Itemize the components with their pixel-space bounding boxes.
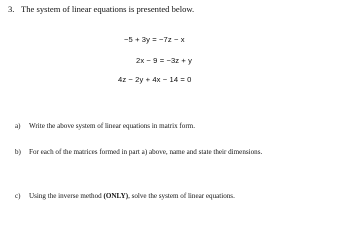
question-intro: The system of linear equations is presented below. — [21, 4, 195, 14]
part-a — [15, 122, 195, 130]
part-b — [15, 148, 262, 156]
part-c-text-bold: (ONLY) — [103, 192, 129, 200]
equation-2: 2x − 9 = −3z + y — [136, 56, 193, 65]
equation-3: 4z − 2y + 4x − 14 = 0 — [118, 75, 192, 84]
part-a-text: Write the above system of linear equations in matrix form. — [29, 122, 195, 130]
question-header — [8, 4, 194, 14]
part-c — [15, 192, 235, 200]
part-c-label: c) — [15, 192, 21, 200]
part-c-text-before: Using the inverse method — [29, 192, 104, 200]
equation-1: −5 + 3y = −7z − x — [124, 35, 185, 44]
part-b-label: b) — [15, 148, 21, 156]
question-number: 3. — [8, 4, 15, 14]
part-c-text-after: , solve the system of linear equations. — [128, 192, 235, 200]
part-b-text: For each of the matrices formed in part a) above, name and state their dimensions. — [29, 148, 263, 156]
part-a-label: a) — [15, 122, 21, 130]
